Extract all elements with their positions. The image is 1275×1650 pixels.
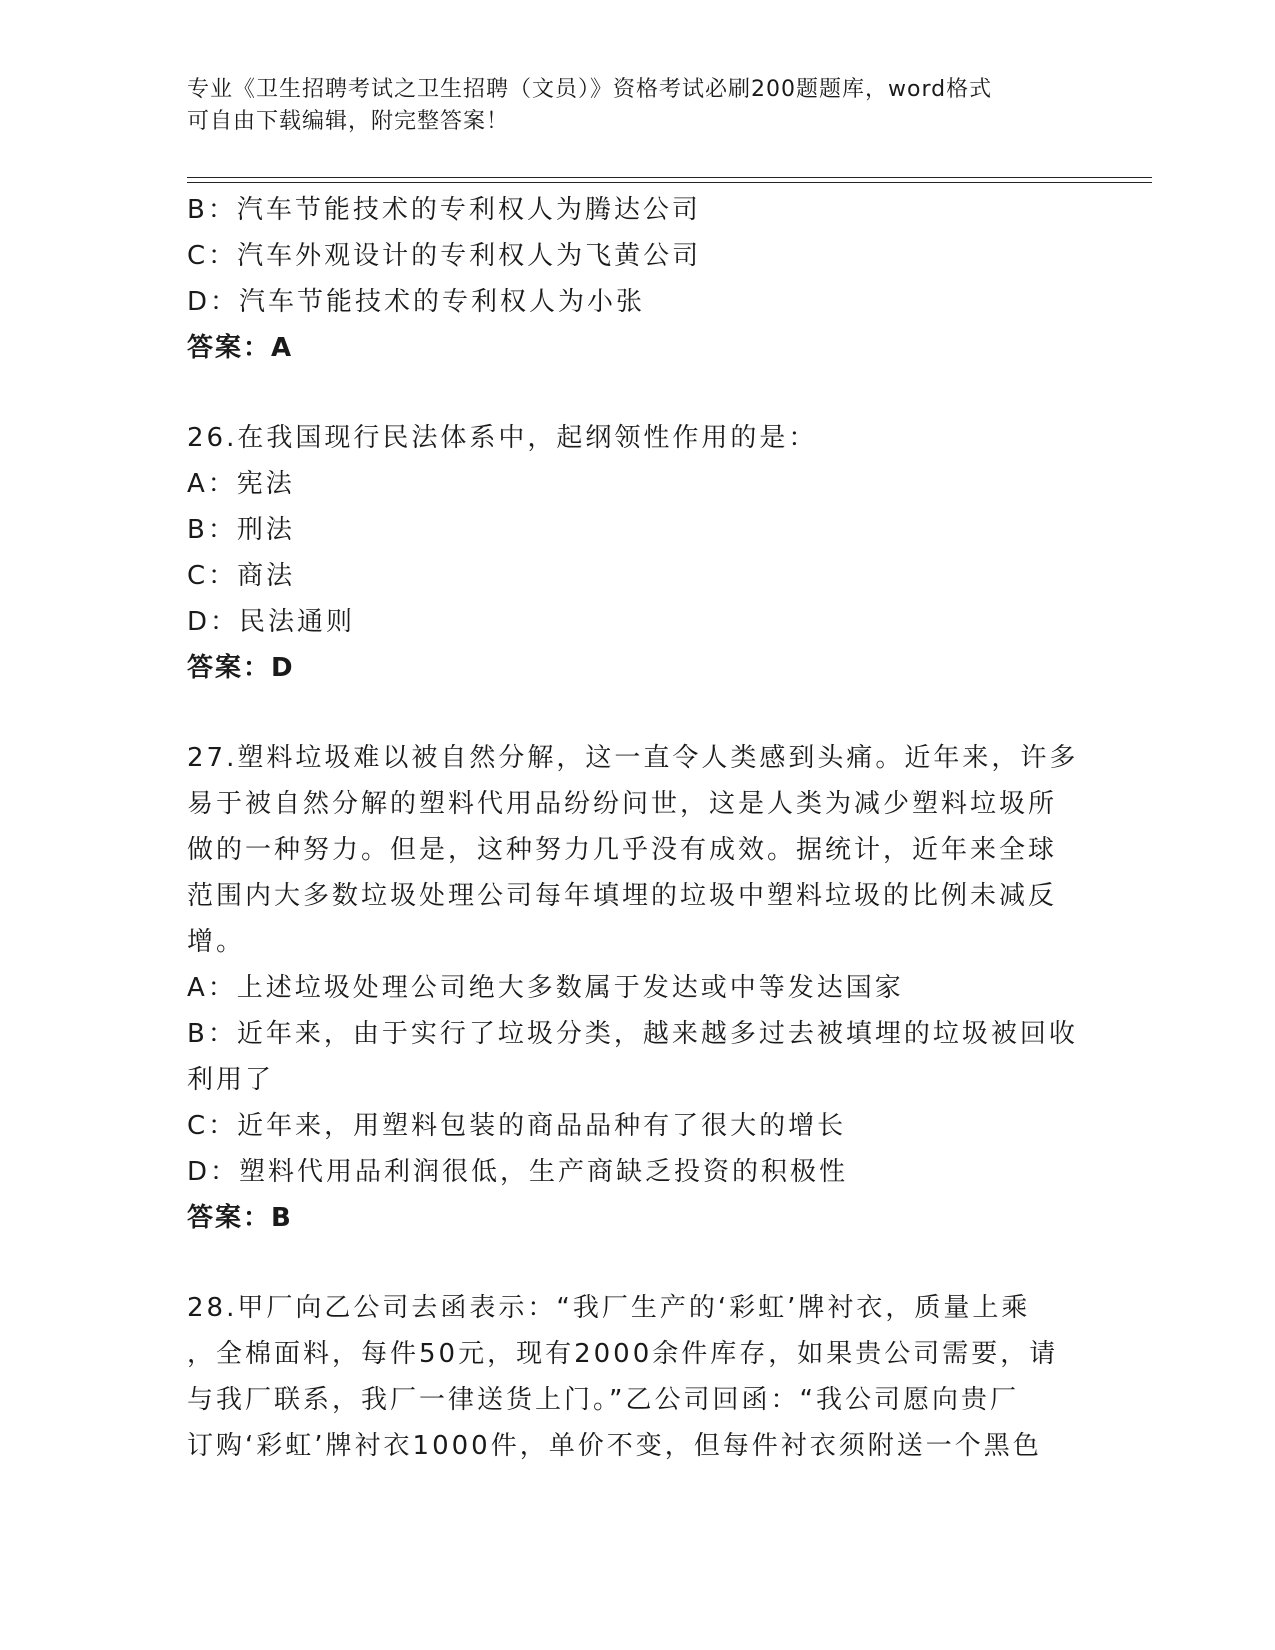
option-b-continued: 利用了 (187, 1065, 275, 1095)
question-stem-line: 27.塑料垃圾难以被自然分解，这一直令人类感到头痛。近年来，许多 (187, 743, 1079, 773)
question-stem-line: 28.甲厂向乙公司去函表示：“我厂生产的‘彩虹’牌衬衣，质量上乘 (187, 1293, 1031, 1323)
document-header (187, 74, 1087, 138)
option-c: C：商法 (187, 561, 296, 591)
question-28 (187, 1285, 1067, 1469)
header-line-1: 专业《卫生招聘考试之卫生招聘（文员）》资格考试必刷200题题库，word格式 (187, 77, 993, 102)
question-stem-line: 订购‘彩虹’牌衬衣1000件，单价不变，但每件衬衣须附送一个黑色 (187, 1431, 1042, 1461)
question-27 (187, 735, 1079, 1241)
question-26 (187, 415, 1067, 691)
question-stem: 26.在我国现行民法体系中，起纲领性作用的是： (187, 423, 818, 453)
question-stem-line: 与我厂联系，我厂一律送货上门。”乙公司回函：“我公司愿向贵厂 (187, 1385, 1019, 1415)
header-divider-bottom (187, 182, 1152, 183)
spacer (187, 691, 1067, 735)
option-a: A：上述垃圾处理公司绝大多数属于发达或中等发达国家 (187, 973, 904, 1003)
question-stem-line: 易于被自然分解的塑料代用品纷纷问世，这是人类为减少塑料垃圾所 (187, 789, 1058, 819)
option-d: D：民法通则 (187, 607, 356, 637)
header-line-2: 可自由下载编辑，附完整答案！ (187, 109, 510, 134)
option-d: D：塑料代用品利润很低，生产商缺乏投资的积极性 (187, 1157, 849, 1187)
question-stem-line: 范围内大多数垃圾处理公司每年填埋的垃圾中塑料垃圾的比例未减反 (187, 881, 1058, 911)
option-c: C：近年来，用塑料包装的商品品种有了很大的增长 (187, 1111, 847, 1141)
option-c: C：汽车外观设计的专利权人为飞黄公司 (187, 241, 702, 271)
option-a: A：宪法 (187, 469, 295, 499)
question-stem-line: ，全棉面料，每件50元，现有2000余件库存，如果贵公司需要，请 (187, 1339, 1059, 1369)
spacer (187, 371, 1067, 415)
answer: 答案：D (187, 653, 295, 683)
option-b: B：近年来，由于实行了垃圾分类，越来越多过去被填埋的垃圾被回收 (187, 1019, 1078, 1049)
question-stem-line: 增。 (187, 927, 246, 957)
question-list (187, 187, 1079, 1469)
option-b: B：刑法 (187, 515, 295, 545)
question-25 (187, 187, 1067, 371)
answer: 答案：A (187, 333, 294, 363)
option-d: D：汽车节能技术的专利权人为小张 (187, 287, 646, 317)
header-divider-top (187, 177, 1152, 178)
option-b: B：汽车节能技术的专利权人为腾达公司 (187, 195, 701, 225)
answer: 答案：B (187, 1203, 293, 1233)
question-stem-line: 做的一种努力。但是，这种努力几乎没有成效。据统计，近年来全球 (187, 835, 1058, 865)
spacer (187, 1241, 1067, 1285)
